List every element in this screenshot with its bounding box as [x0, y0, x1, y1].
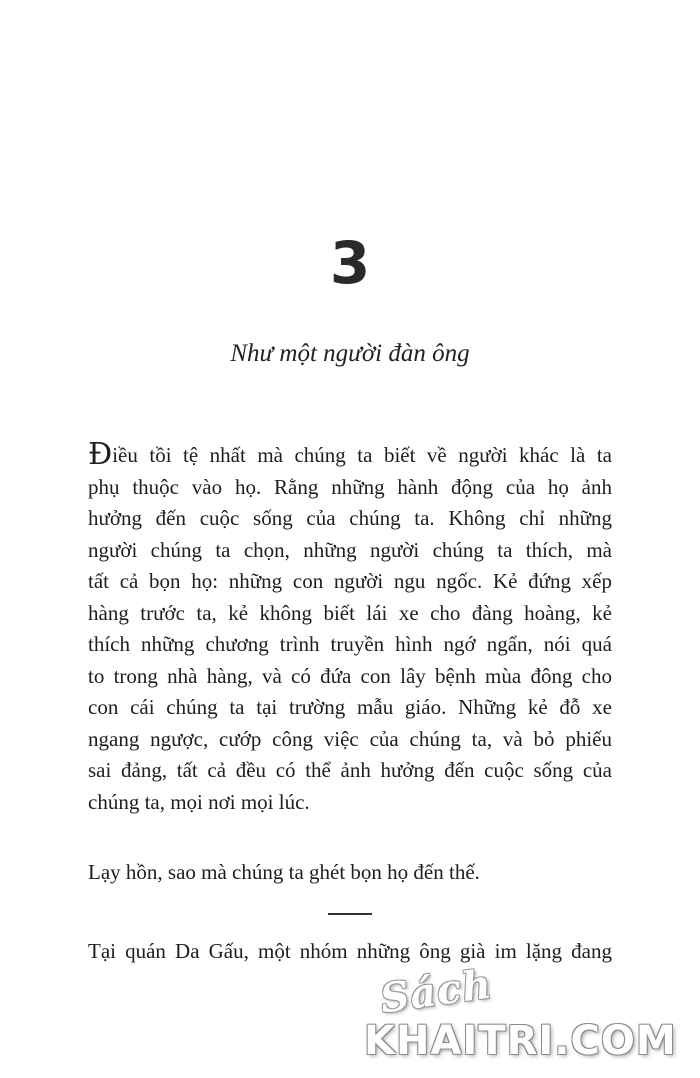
paragraph-continuation: Tại quán Da Gấu, một nhóm những ông già im lặng đang — [88, 939, 612, 963]
text-line: sai đảng, tất cả đều có thể ảnh hưởng đến cuộc sống của — [88, 758, 612, 782]
section-separator — [328, 913, 372, 915]
text-line: phụ thuộc vào họ. Rằng những hành động của họ ảnh — [88, 474, 612, 499]
text-line: to trong nhà hàng, và có đứa con lây bệnh mùa đông cho — [88, 663, 612, 688]
chapter-number: 3 — [329, 229, 371, 297]
text-line: người chúng ta chọn, những người chúng ta thích, mà — [88, 537, 612, 562]
watermark-brand-text: KHAITRI.COM — [364, 1018, 677, 1064]
text-line: thích những chương trình truyền hình ngớ ngẩn, nói quá — [88, 632, 612, 656]
drop-cap: Đ — [88, 437, 113, 472]
text-line: chúng ta, mọi nơi mọi lúc. — [88, 789, 310, 814]
watermark-script-text: Sách — [377, 960, 495, 1023]
watermark-logo — [340, 960, 700, 1078]
text-line — [88, 437, 612, 472]
text-line: hàng trước ta, kẻ không biết lái xe cho đàng hoàng, kẻ — [88, 600, 612, 625]
chapter-title: Như một người đàn ông — [230, 340, 470, 367]
paragraph-opening — [88, 437, 612, 818]
text-line: con cái chúng ta tại trường mẫu giáo. Những kẻ đỗ xe — [88, 695, 612, 719]
text-line: ngang ngược, cướp công việc của chúng ta, và bỏ phiếu — [88, 726, 612, 751]
text-line: hưởng đến cuộc sống của chúng ta. Không chỉ những — [88, 506, 612, 530]
text-line-content: iều tồi tệ nhất mà chúng ta biết về người khác là ta — [112, 443, 612, 467]
paragraph-exclamation: Lạy hồn, sao mà chúng ta ghét bọn họ đến thế. — [88, 860, 480, 884]
text-line: tất cả bọn họ: những con người ngu ngốc. Kẻ đứng xếp — [88, 569, 612, 593]
